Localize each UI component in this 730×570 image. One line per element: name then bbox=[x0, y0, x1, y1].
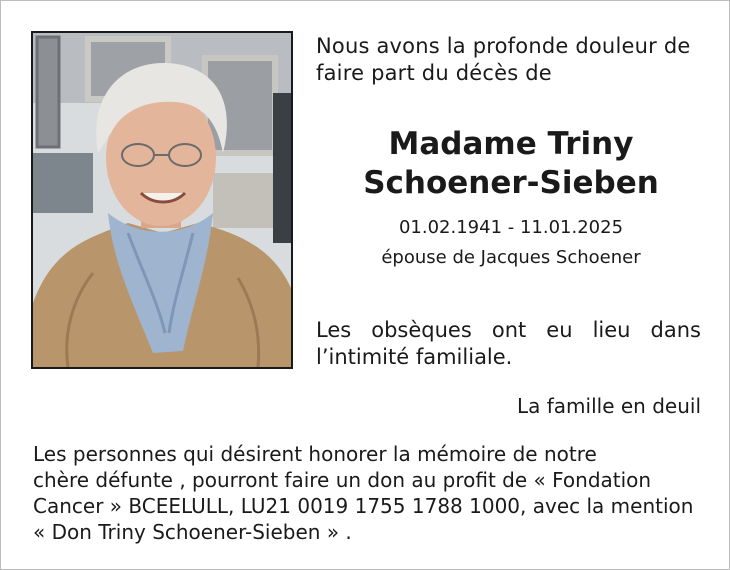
deceased-name-line2: Schoener-Sieben bbox=[363, 165, 659, 201]
funeral-text: Les obsèques ont eu lieu dans l’intimité familiale. bbox=[316, 318, 701, 369]
deceased-name-line1: Madame Triny bbox=[388, 126, 634, 162]
donation-text: Les personnes qui désirent honorer la mémoire de notre chère défunte , pourront faire un don au profit de « Fondation Cancer » BCEELULL, LU21 0019 1755 1788 1000, avec la mention « Don Triny Schoener-Sieben » . bbox=[33, 442, 694, 544]
intro-text: Nous avons la profonde douleur de faire part du décès de bbox=[316, 34, 691, 85]
life-dates: 01.02.1941 - 11.01.2025 bbox=[398, 217, 624, 238]
portrait-photo bbox=[31, 31, 293, 369]
family-signature: La famille en deuil bbox=[517, 394, 701, 418]
deceased-name bbox=[316, 125, 706, 203]
spouse-line: épouse de Jacques Schoener bbox=[381, 247, 641, 268]
